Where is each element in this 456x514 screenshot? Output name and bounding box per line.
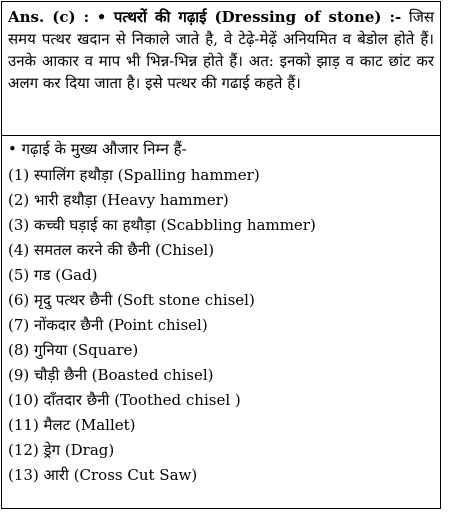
section-divider <box>2 135 440 136</box>
bullet: • <box>96 8 107 26</box>
answer-body: जिस समय पत्थर खदान से निकाले जाते है, वे टेढ़े-मेढ़ें अनियमित व बेडोल होते हैं। उनके आकार व माप भी भिन्न-भिन्न होते हैं। अत: इनको झाड़ व काट छांट कर अलग कर दिया जाता है। इसे पत्थर की गढाई कहते हैं। <box>8 8 434 92</box>
tool-item-8: (8) गुनिया (Square) <box>8 341 139 359</box>
answer-paragraph <box>8 6 434 94</box>
tool-item-11: (11) मैलट (Mallet) <box>8 416 136 434</box>
tool-item-4: (4) समतल करने की छैनी (Chisel) <box>8 241 215 259</box>
tools-heading: • गढ़ाई के मुख्य औजार निम्न हैं- <box>8 140 187 158</box>
tool-item-13: (13) आरी (Cross Cut Saw) <box>8 466 198 484</box>
tool-item-3: (3) कच्ची घड़ाई का हथौड़ा (Scabbling hammer) <box>8 216 316 234</box>
tool-item-1: (1) स्पालिंग हथौड़ा (Spalling hammer) <box>8 166 260 184</box>
tool-item-6: (6) मृदु पत्थर छैनी (Soft stone chisel) <box>8 291 255 309</box>
answer-box <box>1 1 441 509</box>
tool-item-9: (9) चौड़ी छैनी (Boasted chisel) <box>8 366 214 384</box>
tool-item-12: (12) ड्रेग (Drag) <box>8 441 115 459</box>
tool-item-2: (2) भारी हथौड़ा (Heavy hammer) <box>8 191 229 209</box>
tool-item-7: (7) नोंकदार छैनी (Point chisel) <box>8 316 208 334</box>
answer-label: Ans. (c) : <box>8 8 90 26</box>
tool-item-10: (10) दाँतदार छैनी (Toothed chisel ) <box>8 391 241 409</box>
tool-item-5: (5) गड (Gad) <box>8 266 98 284</box>
answer-heading: पत्थरों की गढ़ाई (Dressing of stone) :- <box>113 8 402 26</box>
